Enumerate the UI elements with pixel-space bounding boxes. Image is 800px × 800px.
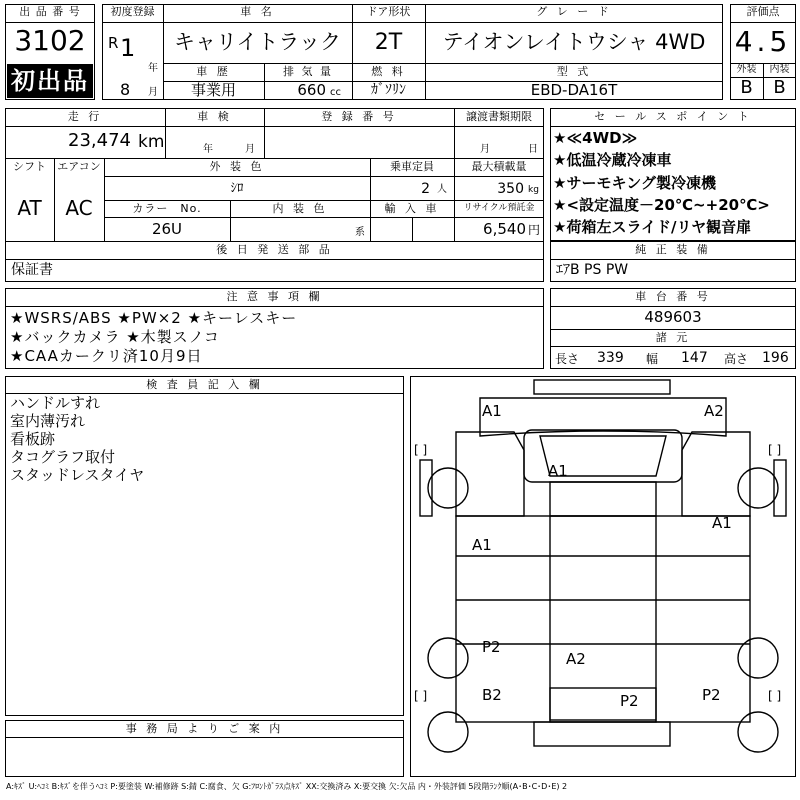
mark-bed-center: A2 bbox=[566, 650, 586, 668]
grade: テイオンレイトウシャ 4WD bbox=[442, 30, 706, 54]
later-parts: 保証書 bbox=[11, 262, 53, 278]
transfer-day-unit: 日 bbox=[528, 144, 538, 155]
width: 147 bbox=[681, 350, 708, 366]
inspector-line: 看板跡 bbox=[10, 430, 56, 448]
note-line: ★バックカメラ ★木製スノコ bbox=[10, 328, 220, 346]
max-load: 350 bbox=[497, 181, 524, 197]
capacity-unit: 人 bbox=[437, 184, 447, 195]
month-unit: 月 bbox=[148, 87, 158, 98]
bracket-rear-right: [ ] bbox=[768, 689, 782, 703]
rear-right-wheel bbox=[738, 638, 778, 678]
fuel: ｶﾞｿﾘﾝ bbox=[371, 82, 406, 98]
transfer-month-unit: 月 bbox=[480, 144, 490, 155]
inspection-year-unit: 年 bbox=[203, 144, 213, 155]
mark-left-door: A1 bbox=[472, 536, 492, 554]
length-label: 長さ bbox=[555, 352, 580, 366]
mark-right-door: A1 bbox=[712, 514, 732, 532]
bracket-front-right: [ ] bbox=[768, 443, 782, 457]
transfer-deadline-label: 譲渡書類期限 bbox=[466, 110, 532, 123]
door-type: 2T bbox=[374, 30, 403, 55]
inspector-label: 検 査 員 記 入 欄 bbox=[146, 378, 263, 391]
mileage: 23,474 bbox=[68, 130, 131, 151]
cab-center-outline bbox=[550, 482, 656, 516]
capacity: 2 bbox=[421, 181, 430, 197]
sales-points-label: セ ー ル ス ポ イ ン ト bbox=[594, 110, 752, 123]
import-label: 輸 入 車 bbox=[384, 202, 440, 215]
int-color-label: 内 装 色 bbox=[272, 202, 328, 215]
fuel-label: 燃 料 bbox=[371, 65, 406, 78]
era-letter: R bbox=[108, 34, 119, 52]
office-label: 事 務 局 よ り ご 案 内 bbox=[125, 722, 284, 735]
mark-rear-bumper: P2 bbox=[620, 692, 639, 710]
ext-color-label: 外 装 色 bbox=[209, 160, 265, 173]
inspection-label: 車 検 bbox=[197, 110, 232, 123]
model-type: EBD-DA16T bbox=[530, 81, 618, 99]
mark-left-rear-fender: P2 bbox=[482, 638, 501, 656]
color-no-label: カラー No. bbox=[132, 202, 202, 215]
year-unit: 年 bbox=[148, 63, 158, 74]
int-color-unit: 系 bbox=[355, 227, 365, 238]
chassis-label: 車 台 番 号 bbox=[635, 290, 711, 303]
mark-windshield: A1 bbox=[548, 462, 568, 480]
notes-label: 注 意 事 項 欄 bbox=[226, 290, 323, 303]
note-line: ★CAAカークリ済10月9日 bbox=[10, 347, 203, 365]
inspection-month-unit: 月 bbox=[245, 144, 255, 155]
capacity-label: 乗車定員 bbox=[390, 160, 434, 173]
mark-left-rear-lower: B2 bbox=[482, 686, 502, 704]
sales-point: ★≪4WD≫ bbox=[553, 129, 638, 147]
equipment-label: 純 正 装 備 bbox=[635, 243, 711, 256]
sales-point: ★荷箱左スライド/リヤ観音扉 bbox=[553, 218, 752, 236]
score: 4.5 bbox=[734, 25, 792, 58]
reg-number-label: 登 録 番 号 bbox=[321, 110, 397, 123]
dimensions-label: 諸 元 bbox=[655, 331, 691, 344]
ext-score: B bbox=[740, 77, 753, 98]
ext-score-label: 外装 bbox=[736, 64, 757, 75]
recycle-fee: 6,540 bbox=[483, 220, 526, 238]
lot-number: 3102 bbox=[14, 24, 86, 57]
front-left-wheel bbox=[428, 468, 468, 508]
inspector-line: スタッドレスタイヤ bbox=[10, 466, 145, 484]
chassis-number: 489603 bbox=[644, 308, 702, 326]
mileage-unit: km bbox=[138, 132, 165, 152]
spare-left-wheel bbox=[428, 712, 468, 752]
shift: AT bbox=[17, 196, 42, 220]
lot-number-label: 出 品 番 号 bbox=[19, 5, 81, 18]
sales-point: ★サーモキング製冷凍機 bbox=[553, 174, 716, 192]
mileage-label: 走 行 bbox=[67, 110, 103, 123]
grade-label: グ レ ー ド bbox=[536, 5, 612, 18]
color-no: 26U bbox=[151, 220, 183, 238]
inspector-line: タコグラフ取付 bbox=[10, 448, 116, 466]
max-load-label: 最大積載量 bbox=[471, 160, 527, 173]
door-label: ドア形状 bbox=[366, 5, 411, 18]
type-label: 型 式 bbox=[556, 65, 592, 78]
sales-point: ★<設定温度－20℃~+20℃> bbox=[553, 196, 770, 214]
recycle-label: リサイクル預託金 bbox=[463, 203, 535, 213]
mark-front-left: A1 bbox=[482, 402, 502, 420]
ac-label: エアコン bbox=[57, 160, 101, 173]
note-line: ★WSRS/ABS ★PW×2 ★キーレスキー bbox=[10, 309, 298, 327]
score-label: 評価点 bbox=[746, 5, 780, 18]
height-label: 高さ bbox=[724, 352, 749, 366]
history: 事業用 bbox=[190, 81, 236, 99]
mark-front-right: A2 bbox=[704, 402, 724, 420]
displacement: 660 bbox=[297, 81, 326, 99]
first-reg-label: 初度登録 bbox=[110, 5, 155, 18]
displacement-label: 排 気 量 bbox=[283, 65, 333, 78]
ac: AC bbox=[65, 196, 93, 220]
length: 339 bbox=[597, 350, 624, 366]
inspector-line: ハンドルすれ bbox=[10, 394, 101, 412]
height: 196 bbox=[762, 350, 789, 366]
rear-left-wheel bbox=[428, 638, 468, 678]
legend: A:ｷｽﾞ U:ﾍｺﾐ B:ｷｽﾞを伴うﾍｺﾐ P:要塗装 W:補修跡 S:錆 C:腐食、欠 G:ﾌﾛﾝﾄｶﾞﾗｽ点ｷｽﾞ XX:交換済み X:要交換 欠:欠品 内・外装評価 5段階ﾗﾝｸ順(A･B･C･D･E) 2 bbox=[6, 782, 568, 791]
truck-diagram bbox=[410, 376, 796, 777]
bracket-rear-left: [ ] bbox=[414, 689, 428, 703]
equipment: ｴｱB PS PW bbox=[556, 262, 629, 278]
recycle-unit: 円 bbox=[528, 223, 541, 237]
tailgate-outline bbox=[534, 722, 670, 746]
hood-outline bbox=[456, 432, 524, 516]
first-listing-badge: 初出品 bbox=[7, 64, 93, 98]
rear-bumper-outline bbox=[550, 688, 656, 720]
bracket-front-left: [ ] bbox=[414, 443, 428, 457]
front-bumper-outline bbox=[534, 380, 670, 394]
front-right-wheel bbox=[738, 468, 778, 508]
mark-right-rear: P2 bbox=[702, 686, 721, 704]
int-score: B bbox=[773, 77, 786, 98]
model-name-label: 車 名 bbox=[240, 5, 275, 18]
int-score-label: 内装 bbox=[769, 64, 790, 75]
width-label: 幅 bbox=[646, 352, 659, 366]
displacement-unit: cc bbox=[330, 87, 341, 98]
shift-label: シフト bbox=[13, 160, 46, 173]
reg-month: 8 bbox=[120, 80, 131, 99]
max-load-unit: kg bbox=[528, 185, 539, 195]
hood-outline-right bbox=[682, 432, 750, 516]
model-name: キャリイトラック bbox=[174, 30, 341, 54]
history-label: 車 歴 bbox=[196, 65, 231, 78]
inspector-line: 室内薄汚れ bbox=[10, 412, 86, 430]
later-parts-label: 後 日 発 送 部 品 bbox=[216, 243, 333, 256]
ext-color: ｼﾛ bbox=[230, 181, 244, 196]
reg-year: 1 bbox=[120, 34, 136, 62]
sales-point: ★低温冷蔵冷凍車 bbox=[553, 151, 672, 169]
spare-right-wheel bbox=[738, 712, 778, 752]
